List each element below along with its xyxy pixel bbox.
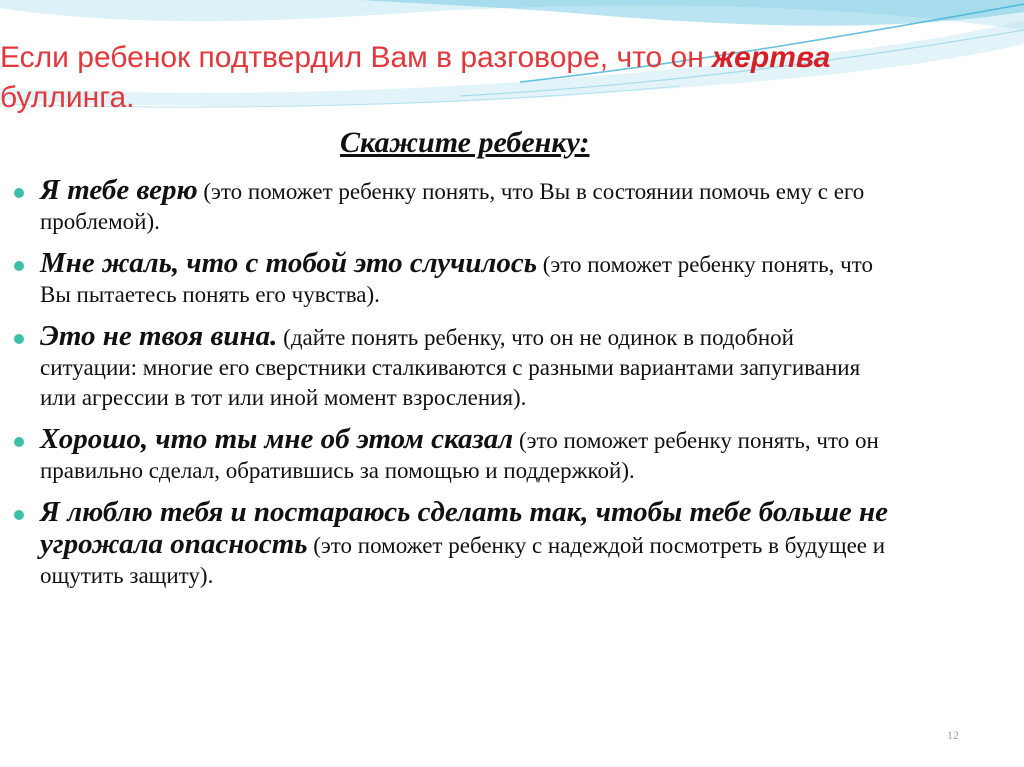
list-item	[8, 497, 888, 591]
list-item	[8, 248, 888, 310]
subheading: Скажите ребенку:	[340, 126, 590, 159]
phrase-note: (это поможет ребенку понять, что Вы в состоянии помочь ему с его проблемой).	[40, 179, 865, 234]
title-text-before: Если ребенок подтвердил Вам в разговоре, что он	[0, 41, 713, 74]
phrase-note: (это поможет ребенку понять, что он правильно сделал, обратившись за помощью и поддержкой).	[40, 428, 879, 483]
title-text-after: буллинга.	[0, 81, 135, 114]
title-emphasis: жертва	[712, 41, 831, 74]
slide-title	[0, 38, 900, 118]
bullet-dot-icon	[14, 334, 24, 344]
phrase-emphasis: Мне жаль, что с тобой это случилось	[40, 247, 537, 279]
bullet-dot-icon	[14, 261, 24, 271]
phrase-note: (это поможет ребенку понять, что Вы пытаетесь понять его чувства).	[40, 252, 873, 307]
page-number: 12	[947, 728, 959, 742]
phrase-emphasis: Я тебе верю	[40, 174, 198, 206]
phrase-note: (дайте понять ребенку, что он не одинок в подобной ситуации: многие его сверстники сталкиваются с разными вариантами запугивания или агрессии в тот или иной момент взросления).	[40, 325, 861, 410]
advice-list	[8, 175, 888, 602]
bullet-dot-icon	[14, 188, 24, 198]
phrase-emphasis: Это не твоя вина.	[40, 320, 278, 352]
phrase-note: (это поможет ребенку с надеждой посмотреть в будущее и ощутить защиту).	[40, 533, 886, 588]
phrase-emphasis: Хорошо, что ты мне об этом сказал	[40, 423, 514, 455]
bullet-dot-icon	[14, 437, 24, 447]
list-item	[8, 424, 888, 486]
list-item	[8, 175, 888, 237]
list-item	[8, 321, 888, 413]
phrase-emphasis: Я люблю тебя и постараюсь сделать так, чтобы тебе больше не угрожала опасность	[40, 496, 889, 560]
bullet-dot-icon	[14, 510, 24, 520]
